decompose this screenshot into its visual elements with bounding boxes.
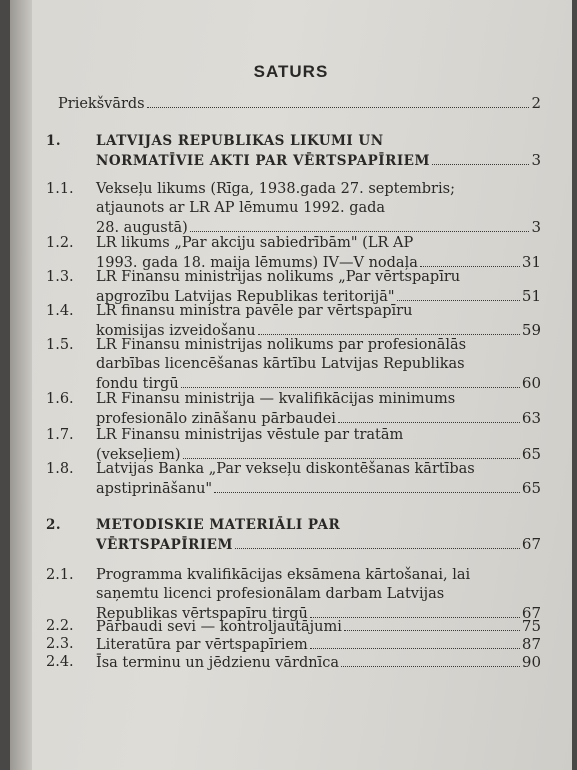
toc-entry-title-line: fondu tirgū (96, 376, 179, 392)
toc-page-number: 87 (521, 635, 541, 653)
dot-leader (397, 300, 520, 301)
toc-entry-title-line: 1993. gada 18. maija lēmums) IV—V nodaļa (96, 255, 418, 271)
toc-entry-title: Priekšvārds (58, 96, 145, 112)
toc-number: 1.2. (46, 235, 74, 251)
toc-entry-title-line: LATVIJAS REPUBLIKAS LIKUMI UN (96, 133, 384, 149)
toc-entry-title-line: komisijas izveidošanu (96, 323, 256, 339)
toc-number: 1.7. (46, 427, 74, 443)
dot-leader (432, 164, 530, 165)
toc-page-number: 51 (521, 287, 541, 305)
toc-entry-title-line: Programma kvalifikācijas eksāmena kārtošanai, lai (96, 567, 471, 583)
toc-page-number: 67 (521, 535, 541, 553)
toc-number: 1.3. (46, 269, 74, 285)
toc-entry-title-line: LR Finansu ministrija — kvalifikācijas minimums (96, 391, 456, 407)
toc-entry-title-line: saņemtu licenci profesionālam darbam Latvijas (96, 586, 445, 602)
page-title: SATURS (253, 62, 329, 81)
dot-leader (420, 266, 520, 267)
toc-page-number: 65 (521, 445, 541, 463)
dot-leader (310, 648, 520, 649)
toc-entry-title-line: Īsa terminu un jēdzienu vārdnīca (96, 655, 340, 671)
toc-entry-title-line: profesionālo zināšanu pārbaudei (96, 411, 336, 427)
toc-page-number: 75 (521, 617, 541, 635)
dot-leader (183, 458, 520, 459)
dot-leader (258, 334, 520, 335)
toc-page-number: 67 (521, 604, 541, 622)
toc-entry-title-line: LR Finansu ministrijas vēstule par tratām (96, 427, 404, 443)
toc-page-number: 90 (521, 653, 541, 671)
toc-number: 2.1. (46, 567, 74, 583)
toc-entry-title-line: LR Finansu ministrijas nolikums „Par vērtspapīru (96, 269, 461, 285)
toc-number: 2. (46, 517, 62, 533)
toc-entry-title-line: Literatūra par vērtspapīriem (96, 637, 308, 653)
dot-leader (214, 492, 520, 493)
dot-leader (147, 107, 530, 108)
page-gutter (10, 0, 32, 770)
toc-page-number: 65 (521, 479, 541, 497)
toc-entry-title-line: (vekseļiem) (96, 447, 181, 463)
toc-entry-title-line: VĒRTSPAPĪRIEM (96, 537, 233, 553)
toc-entry-title-line: Latvijas Banka „Par vekseļu diskontēšanas kārtības (96, 461, 475, 477)
dot-leader (190, 231, 530, 232)
toc-entry-title-line: Pārbaudi sevi — kontroljautājumi (96, 619, 342, 635)
toc-page-number: 2 (531, 94, 541, 112)
toc-number: 1.6. (46, 391, 74, 407)
toc-number: 1.8. (46, 461, 74, 477)
book-page (10, 0, 572, 770)
dot-leader (344, 630, 520, 631)
dot-leader (341, 666, 520, 667)
toc-entry-title-line: LR finansu ministra pavēle par vērtspapīru (96, 303, 413, 319)
toc-number: 2.4. (46, 654, 74, 670)
toc-entry-title-line: 28. augustā) (96, 220, 188, 236)
toc-entry-title-line: LR Finansu ministrijas nolikums par profesionālās (96, 337, 467, 353)
toc-number: 2.2. (46, 618, 74, 634)
toc-entry-title-line: Vekseļu likums (Rīga, 1938.gada 27. septembris; (96, 181, 455, 197)
toc-number: 1.4. (46, 303, 74, 319)
toc-entry-title-line: darbības licencēšanas kārtību Latvijas Republikas (96, 356, 465, 372)
toc-number: 1.1. (46, 181, 74, 197)
toc-page-number: 59 (521, 321, 541, 339)
dot-leader (235, 548, 520, 549)
toc-entry-title-line: METODISKIE MATERIĀLI PAR (96, 517, 341, 533)
toc-entry-title-line: atjaunots ar LR AP lēmumu 1992. gada (96, 200, 386, 216)
toc-page-number: 3 (531, 218, 541, 236)
toc-entry-title-line: Republikas vērtspapīru tirgū (96, 606, 308, 622)
toc-entry-title-line: LR likums „Par akciju sabiedrībām" (LR AP (96, 235, 414, 251)
toc-entry-title-line: apstiprināšanu" (96, 481, 213, 497)
toc-page-number: 60 (521, 374, 541, 392)
toc-page-number: 31 (521, 253, 541, 271)
toc-number: 1.5. (46, 337, 74, 353)
toc-number: 2.3. (46, 636, 74, 652)
toc-page-number: 3 (531, 151, 541, 169)
dot-leader (181, 387, 520, 388)
toc-number: 1. (46, 133, 62, 149)
toc-entry-title-line: NORMATĪVIE AKTI PAR VĒRTSPAPĪRIEM (96, 153, 430, 169)
dot-leader (338, 422, 520, 423)
toc-page-number: 63 (521, 409, 541, 427)
toc-entry-title-line: apgrozību Latvijas Republikas teritorijā" (96, 289, 395, 305)
